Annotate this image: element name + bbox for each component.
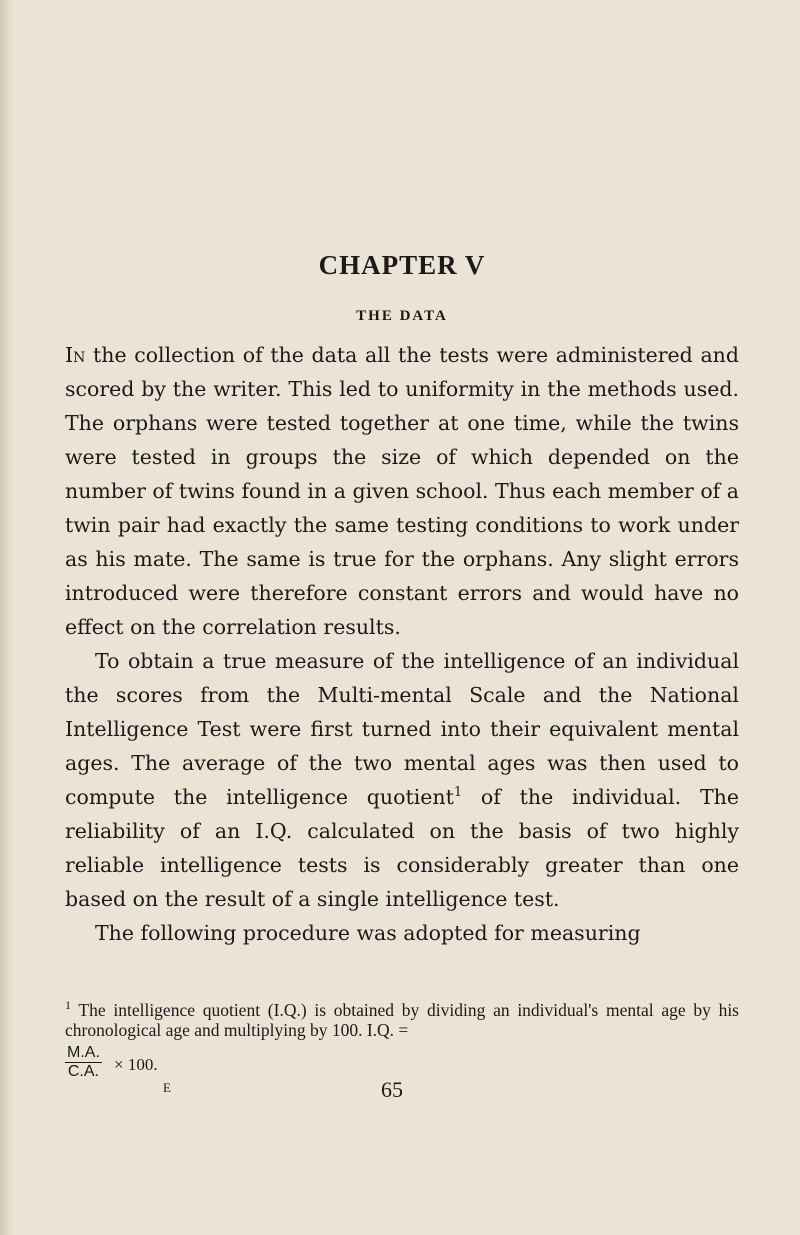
- fraction-denominator: C.A.: [67, 1063, 99, 1080]
- iq-fraction: [65, 1044, 102, 1081]
- paragraph-2: [65, 644, 739, 916]
- footnote-line: [65, 1000, 739, 1040]
- footnote-reference: 1: [453, 785, 463, 801]
- footnote-text: The intelligence quotient (I.Q.) is obtained by dividing an individual's mental age by his chronological age and multiplying by 100. I.Q. =: [65, 1000, 739, 1040]
- paragraph-2-text-a: To obtain a true measure of the intelligence of an individual the scores from the Multi-mental Scale and the National Intelligence Test were first turned into their equivalent mental ages. The average of the two mental ages was then used to compute the intelligence quotient: [65, 649, 739, 809]
- paragraph-3: The following procedure was adopted for measuring: [95, 921, 641, 945]
- paragraph-2-text-b: of the individual. The reliability of an I.Q. calculated on the basis of two highly reliable intelligence tests is considerably greater than one based on the result of a single intelligence test.: [65, 785, 739, 911]
- paragraph-1: [65, 338, 739, 644]
- chapter-title: CHAPTER V: [318, 250, 486, 280]
- page-number: 65: [381, 1077, 403, 1102]
- text-block: [65, 250, 739, 950]
- section-title: THE DATA: [356, 308, 448, 324]
- paragraph-1-lead-word: In: [65, 343, 86, 367]
- paragraph-1-text: the collection of the data all the tests were administered and scored by the writer. This led to uniformity in the methods used. The orphans were tested together at one time, while the twins were tested in groups the size of which depended on the number of twins found in a given school. Thus each member of a twin pair had exactly the same testing conditions to work under as his mate. The same is true for the orphans. Any slight errors introduced were therefore constant errors and would have no effect on the correlation results.: [65, 343, 739, 639]
- fraction-numerator: M.A.: [67, 1044, 100, 1061]
- footnote: [65, 1000, 739, 1086]
- signature-mark: E: [163, 1080, 171, 1095]
- gutter-shadow: [0, 0, 14, 1235]
- fraction-multiplier: × 100.: [114, 1055, 158, 1074]
- footnote-mark: 1: [65, 998, 71, 1013]
